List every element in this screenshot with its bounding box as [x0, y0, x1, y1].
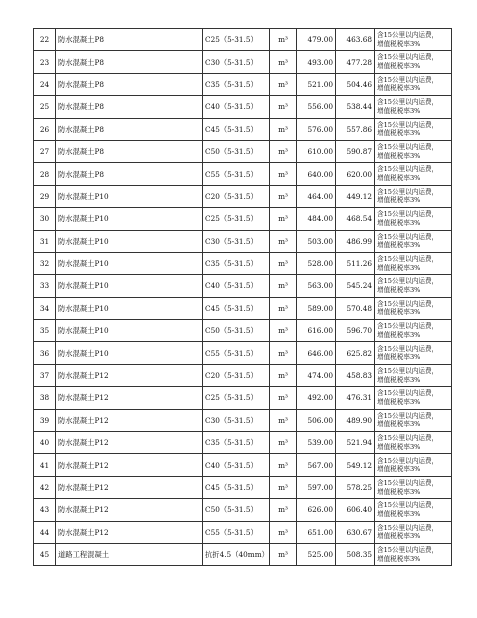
- price-tax-excluded: 489.90: [336, 409, 375, 431]
- price-tax-excluded: 504.46: [336, 73, 375, 95]
- material-name: 防水混凝土P10: [56, 342, 203, 364]
- table-row: [34, 275, 452, 297]
- row-number: 37: [34, 364, 56, 386]
- unit-cell: m³: [270, 29, 297, 51]
- unit-cell: m³: [270, 51, 297, 73]
- remark-line: 含15公里以内运费，: [377, 232, 439, 241]
- unit-cell: m³: [270, 96, 297, 118]
- remark-line: 增值税税率3%: [377, 442, 421, 451]
- price-tax-excluded: 578.25: [336, 476, 375, 498]
- table-row: [34, 96, 452, 118]
- remark-line: 增值税税率3%: [377, 241, 421, 250]
- unit-cell: m³: [270, 140, 297, 162]
- material-name: 防水混凝土P10: [56, 185, 203, 207]
- table-row: [34, 409, 452, 431]
- remark-cell: [375, 96, 452, 118]
- row-number: 31: [34, 230, 56, 252]
- strength-grade: C30（5-31.5）: [203, 409, 270, 431]
- table-row: [34, 387, 452, 409]
- row-number: 41: [34, 454, 56, 476]
- row-number: 27: [34, 140, 56, 162]
- strength-grade: C55（5-31.5）: [203, 342, 270, 364]
- row-number: 22: [34, 29, 56, 51]
- remark-cell: [375, 118, 452, 140]
- price-tax-included: 503.00: [297, 230, 336, 252]
- material-name: 防水混凝土P12: [56, 499, 203, 521]
- price-tax-included: 626.00: [297, 499, 336, 521]
- remark-line: 增值税税率3%: [377, 420, 421, 429]
- unit-cell: m³: [270, 342, 297, 364]
- strength-grade: C40（5-31.5）: [203, 454, 270, 476]
- material-name: 防水混凝土P12: [56, 387, 203, 409]
- remark-cell: [375, 140, 452, 162]
- price-tax-excluded: 557.86: [336, 118, 375, 140]
- row-number: 43: [34, 499, 56, 521]
- table-row: [34, 297, 452, 319]
- unit-cell: m³: [270, 521, 297, 543]
- price-tax-excluded: 570.48: [336, 297, 375, 319]
- strength-grade: C45（5-31.5）: [203, 476, 270, 498]
- row-number: 42: [34, 476, 56, 498]
- remark-line: 增值税税率3%: [377, 263, 421, 272]
- row-number: 34: [34, 297, 56, 319]
- remark-line: 含15公里以内运费，: [377, 53, 439, 62]
- material-name: 防水混凝土P12: [56, 409, 203, 431]
- strength-grade: C55（5-31.5）: [203, 163, 270, 185]
- remark-line: 含15公里以内运费，: [377, 98, 439, 107]
- unit-cell: m³: [270, 364, 297, 386]
- strength-grade: C50（5-31.5）: [203, 499, 270, 521]
- remark-line: 含15公里以内运费，: [377, 143, 439, 152]
- remark-line: 增值税税率3%: [377, 106, 421, 115]
- remark-cell: [375, 432, 452, 454]
- unit-cell: m³: [270, 320, 297, 342]
- remark-line: 含15公里以内运费，: [377, 75, 439, 84]
- remark-line: 增值税税率3%: [377, 308, 421, 317]
- price-tax-included: 646.00: [297, 342, 336, 364]
- remark-cell: [375, 163, 452, 185]
- remark-line: 增值税税率3%: [377, 465, 421, 474]
- remark-line: 含15公里以内运费，: [377, 277, 439, 286]
- table-row: [34, 543, 452, 565]
- material-name: 防水混凝土P8: [56, 163, 203, 185]
- unit-cell: m³: [270, 297, 297, 319]
- price-tax-included: 651.00: [297, 521, 336, 543]
- strength-grade: C45（5-31.5）: [203, 297, 270, 319]
- remark-cell: [375, 543, 452, 565]
- concrete-price-table: [33, 28, 452, 566]
- unit-cell: m³: [270, 230, 297, 252]
- material-name: 防水混凝土P8: [56, 118, 203, 140]
- material-name: 防水混凝土P12: [56, 476, 203, 498]
- material-name: 防水混凝土P10: [56, 252, 203, 274]
- remark-line: 增值税税率3%: [377, 39, 421, 48]
- price-tax-included: 528.00: [297, 252, 336, 274]
- strength-grade: C35（5-31.5）: [203, 73, 270, 95]
- strength-grade: C50（5-31.5）: [203, 140, 270, 162]
- remark-cell: [375, 320, 452, 342]
- remark-line: 增值税税率3%: [377, 174, 421, 183]
- remark-line: 含15公里以内运费，: [377, 165, 439, 174]
- strength-grade: C30（5-31.5）: [203, 230, 270, 252]
- price-tax-excluded: 468.54: [336, 208, 375, 230]
- row-number: 39: [34, 409, 56, 431]
- material-name: 防水混凝土P8: [56, 29, 203, 51]
- remark-line: 增值税税率3%: [377, 218, 421, 227]
- remark-cell: [375, 454, 452, 476]
- unit-cell: m³: [270, 73, 297, 95]
- table-row: [34, 51, 452, 73]
- remark-cell: [375, 73, 452, 95]
- row-number: 38: [34, 387, 56, 409]
- price-tax-included: 567.00: [297, 454, 336, 476]
- material-name: 防水混凝土P10: [56, 208, 203, 230]
- unit-cell: m³: [270, 118, 297, 140]
- unit-cell: m³: [270, 454, 297, 476]
- price-tax-included: 589.00: [297, 297, 336, 319]
- remark-line: 增值税税率3%: [377, 151, 421, 160]
- price-tax-excluded: 476.31: [336, 387, 375, 409]
- remark-line: 增值税税率3%: [377, 554, 421, 563]
- price-tax-included: 521.00: [297, 73, 336, 95]
- price-tax-excluded: 486.99: [336, 230, 375, 252]
- remark-line: 含15公里以内运费，: [377, 389, 439, 398]
- price-tax-included: 484.00: [297, 208, 336, 230]
- unit-cell: m³: [270, 252, 297, 274]
- remark-cell: [375, 275, 452, 297]
- remark-line: 增值税税率3%: [377, 285, 421, 294]
- remark-line: 含15公里以内运费，: [377, 299, 439, 308]
- table-row: [34, 185, 452, 207]
- price-tax-excluded: 606.40: [336, 499, 375, 521]
- table-row: [34, 140, 452, 162]
- table-row: [34, 29, 452, 51]
- remark-line: 含15公里以内运费，: [377, 255, 439, 263]
- remark-line: 含15公里以内运费，: [377, 210, 439, 219]
- remark-line: 增值税税率3%: [377, 129, 421, 138]
- price-tax-excluded: 625.82: [336, 342, 375, 364]
- unit-cell: m³: [270, 185, 297, 207]
- strength-grade: C25（5-31.5）: [203, 387, 270, 409]
- row-number: 29: [34, 185, 56, 207]
- remark-line: 增值税税率3%: [377, 330, 421, 339]
- price-tax-excluded: 521.94: [336, 432, 375, 454]
- strength-grade: C25（5-31.5）: [203, 208, 270, 230]
- row-number: 25: [34, 96, 56, 118]
- strength-grade: 抗折4.5（40mm）: [203, 543, 270, 565]
- price-tax-excluded: 538.44: [336, 96, 375, 118]
- remark-cell: [375, 252, 452, 274]
- price-tax-excluded: 508.35: [336, 543, 375, 565]
- price-tax-excluded: 458.83: [336, 364, 375, 386]
- strength-grade: C50（5-31.5）: [203, 320, 270, 342]
- remark-line: 增值税税率3%: [377, 375, 421, 384]
- unit-cell: m³: [270, 208, 297, 230]
- price-tax-excluded: 549.12: [336, 454, 375, 476]
- price-tax-excluded: 477.28: [336, 51, 375, 73]
- material-name: 防水混凝土P8: [56, 73, 203, 95]
- price-tax-included: 479.00: [297, 29, 336, 51]
- price-tax-included: 610.00: [297, 140, 336, 162]
- remark-line: 增值税税率3%: [377, 62, 421, 71]
- remark-cell: [375, 409, 452, 431]
- row-number: 26: [34, 118, 56, 140]
- price-tax-included: 556.00: [297, 96, 336, 118]
- remark-line: 增值税税率3%: [377, 84, 421, 93]
- table-row: [34, 252, 452, 274]
- price-tax-excluded: 511.26: [336, 252, 375, 274]
- row-number: 40: [34, 432, 56, 454]
- remark-line: 含15公里以内运费，: [377, 546, 439, 555]
- material-name: 防水混凝土P10: [56, 297, 203, 319]
- material-name: 防水混凝土P10: [56, 320, 203, 342]
- price-tax-included: 576.00: [297, 118, 336, 140]
- price-tax-excluded: 449.12: [336, 185, 375, 207]
- remark-line: 含15公里以内运费，: [377, 456, 439, 465]
- remark-line: 含15公里以内运费，: [377, 120, 439, 129]
- price-tax-included: 474.00: [297, 364, 336, 386]
- remark-line: 含15公里以内运费，: [377, 478, 439, 487]
- remark-cell: [375, 387, 452, 409]
- price-tax-excluded: 620.00: [336, 163, 375, 185]
- strength-grade: C55（5-31.5）: [203, 521, 270, 543]
- strength-grade: C35（5-31.5）: [203, 252, 270, 274]
- unit-cell: m³: [270, 543, 297, 565]
- price-tax-included: 539.00: [297, 432, 336, 454]
- price-tax-included: 525.00: [297, 543, 336, 565]
- material-name: 防水混凝土P12: [56, 432, 203, 454]
- table-row: [34, 432, 452, 454]
- remark-line: 增值税税率3%: [377, 196, 421, 205]
- remark-cell: [375, 29, 452, 51]
- material-name: 防水混凝土P12: [56, 521, 203, 543]
- row-number: 28: [34, 163, 56, 185]
- remark-cell: [375, 476, 452, 498]
- remark-line: 增值税税率3%: [377, 509, 421, 518]
- price-tax-included: 464.00: [297, 185, 336, 207]
- row-number: 33: [34, 275, 56, 297]
- remark-cell: [375, 230, 452, 252]
- remark-line: 含15公里以内运费，: [377, 366, 439, 375]
- strength-grade: C40（5-31.5）: [203, 275, 270, 297]
- material-name: 道路工程混凝土: [56, 543, 203, 565]
- remark-line: 含15公里以内运费，: [377, 411, 439, 420]
- remark-cell: [375, 342, 452, 364]
- table-row: [34, 342, 452, 364]
- remark-line: 增值税税率3%: [377, 532, 421, 541]
- table-row: [34, 364, 452, 386]
- material-name: 防水混凝土P10: [56, 230, 203, 252]
- remark-cell: [375, 208, 452, 230]
- unit-cell: m³: [270, 275, 297, 297]
- price-tax-excluded: 590.87: [336, 140, 375, 162]
- remark-cell: [375, 521, 452, 543]
- table-row: [34, 476, 452, 498]
- remark-line: 增值税税率3%: [377, 397, 421, 406]
- unit-cell: m³: [270, 163, 297, 185]
- row-number: 44: [34, 521, 56, 543]
- table-row: [34, 118, 452, 140]
- strength-grade: C45（5-31.5）: [203, 118, 270, 140]
- table-row: [34, 73, 452, 95]
- price-tax-included: 492.00: [297, 387, 336, 409]
- remark-line: 含15公里以内运费，: [377, 322, 439, 331]
- unit-cell: m³: [270, 432, 297, 454]
- strength-grade: C35（5-31.5）: [203, 432, 270, 454]
- price-tax-excluded: 630.67: [336, 521, 375, 543]
- remark-line: 增值税税率3%: [377, 353, 421, 362]
- price-tax-excluded: 463.68: [336, 29, 375, 51]
- remark-cell: [375, 185, 452, 207]
- remark-cell: [375, 499, 452, 521]
- table-row: [34, 521, 452, 543]
- strength-grade: C30（5-31.5）: [203, 51, 270, 73]
- remark-line: 含15公里以内运费，: [377, 344, 439, 353]
- remark-cell: [375, 297, 452, 319]
- row-number: 30: [34, 208, 56, 230]
- price-tax-included: 597.00: [297, 476, 336, 498]
- unit-cell: m³: [270, 387, 297, 409]
- unit-cell: m³: [270, 476, 297, 498]
- remark-line: 含15公里以内运费，: [377, 187, 439, 196]
- remark-line: 含15公里以内运费，: [377, 501, 439, 510]
- price-tax-included: 640.00: [297, 163, 336, 185]
- table-row: [34, 208, 452, 230]
- strength-grade: C20（5-31.5）: [203, 185, 270, 207]
- row-number: 23: [34, 51, 56, 73]
- price-tax-excluded: 596.70: [336, 320, 375, 342]
- material-name: 防水混凝土P12: [56, 364, 203, 386]
- table-row: [34, 230, 452, 252]
- price-tax-excluded: 545.24: [336, 275, 375, 297]
- remark-line: 含15公里以内运费，: [377, 434, 439, 443]
- table-row: [34, 320, 452, 342]
- unit-cell: m³: [270, 499, 297, 521]
- remark-cell: [375, 51, 452, 73]
- strength-grade: C25（5-31.5）: [203, 29, 270, 51]
- material-name: 防水混凝土P8: [56, 140, 203, 162]
- row-number: 36: [34, 342, 56, 364]
- unit-cell: m³: [270, 409, 297, 431]
- table-row: [34, 163, 452, 185]
- price-tax-included: 493.00: [297, 51, 336, 73]
- price-tax-included: 506.00: [297, 409, 336, 431]
- row-number: 35: [34, 320, 56, 342]
- table-row: [34, 454, 452, 476]
- row-number: 24: [34, 73, 56, 95]
- strength-grade: C40（5-31.5）: [203, 96, 270, 118]
- material-name: 防水混凝土P12: [56, 454, 203, 476]
- remark-line: 含15公里以内运费，: [377, 523, 439, 532]
- remark-line: 增值税税率3%: [377, 487, 421, 496]
- table-row: [34, 499, 452, 521]
- remark-cell: [375, 364, 452, 386]
- row-number: 45: [34, 543, 56, 565]
- material-name: 防水混凝土P8: [56, 51, 203, 73]
- table-body: [34, 29, 452, 566]
- price-tax-included: 563.00: [297, 275, 336, 297]
- material-name: 防水混凝土P10: [56, 275, 203, 297]
- strength-grade: C20（5-31.5）: [203, 364, 270, 386]
- row-number: 32: [34, 252, 56, 274]
- price-tax-included: 616.00: [297, 320, 336, 342]
- material-name: 防水混凝土P8: [56, 96, 203, 118]
- remark-line: 含15公里以内运费，: [377, 31, 439, 40]
